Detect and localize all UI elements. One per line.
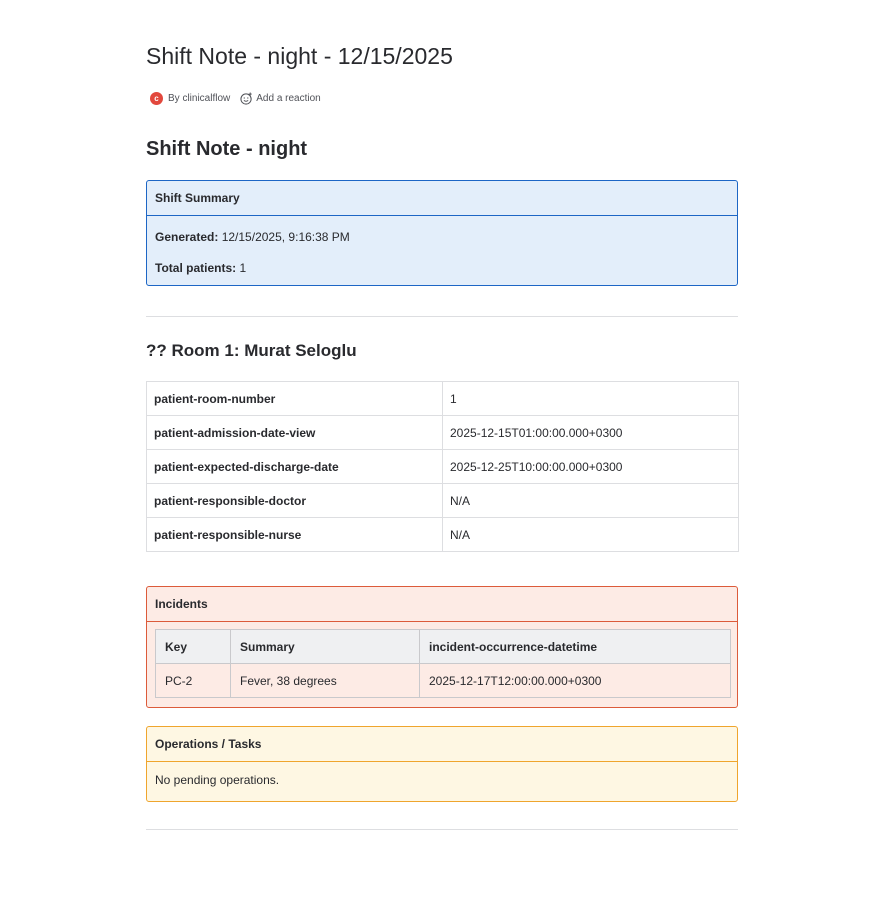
generated-value: 12/15/2025, 9:16:38 PM (221, 230, 350, 244)
property-value: N/A (443, 484, 739, 518)
add-reaction-label: Add a reaction (256, 93, 321, 104)
add-reaction-button[interactable] (240, 92, 321, 105)
property-value: 2025-12-15T01:00:00.000+0300 (443, 416, 739, 450)
incident-datetime: 2025-12-17T12:00:00.000+0300 (420, 664, 731, 698)
table-row (147, 382, 739, 416)
author-link[interactable]: By clinicalflow (168, 93, 231, 104)
generated-line (155, 228, 729, 247)
operations-message: No pending operations. (155, 773, 280, 787)
incidents-table (155, 629, 731, 698)
property-key: patient-expected-discharge-date (147, 450, 443, 484)
property-key: patient-room-number (147, 382, 443, 416)
divider (146, 829, 738, 830)
avatar[interactable]: c (150, 92, 163, 105)
page-title: Shift Note - night - 12/15/2025 (146, 43, 453, 69)
note-heading: Shift Note - night (146, 138, 308, 160)
incident-summary: Fever, 38 degrees (231, 664, 420, 698)
operations-title: Operations / Tasks (147, 727, 737, 762)
table-header-row (156, 630, 731, 664)
incidents-panel (146, 586, 738, 708)
property-key: patient-responsible-doctor (147, 484, 443, 518)
table-row (147, 450, 739, 484)
property-value: 1 (443, 382, 739, 416)
table-row (156, 664, 731, 698)
byline (150, 92, 321, 105)
property-key: patient-responsible-nurse (147, 518, 443, 552)
column-header-datetime[interactable]: incident-occurrence-datetime (420, 630, 731, 664)
property-key: patient-admission-date-view (147, 416, 443, 450)
table-row (147, 416, 739, 450)
table-row (147, 518, 739, 552)
shift-summary-panel (146, 180, 738, 286)
column-header-key[interactable]: Key (156, 630, 231, 664)
total-patients-value: 1 (239, 261, 247, 275)
incidents-title: Incidents (147, 587, 737, 622)
table-row (147, 484, 739, 518)
total-patients-line (155, 259, 729, 278)
shift-summary-title: Shift Summary (147, 181, 737, 216)
smiley-add-icon (240, 92, 253, 105)
total-patients-label: Total patients: (155, 261, 237, 275)
property-value: 2025-12-25T10:00:00.000+0300 (443, 450, 739, 484)
generated-label: Generated: (155, 230, 219, 244)
room-heading: ?? Room 1: Murat Seloglu (146, 341, 357, 360)
operations-panel (146, 726, 738, 802)
property-value: N/A (443, 518, 739, 552)
divider (146, 316, 738, 317)
patient-properties-table (146, 381, 739, 552)
incident-key[interactable]: PC-2 (156, 664, 231, 698)
column-header-summary[interactable]: Summary (231, 630, 420, 664)
